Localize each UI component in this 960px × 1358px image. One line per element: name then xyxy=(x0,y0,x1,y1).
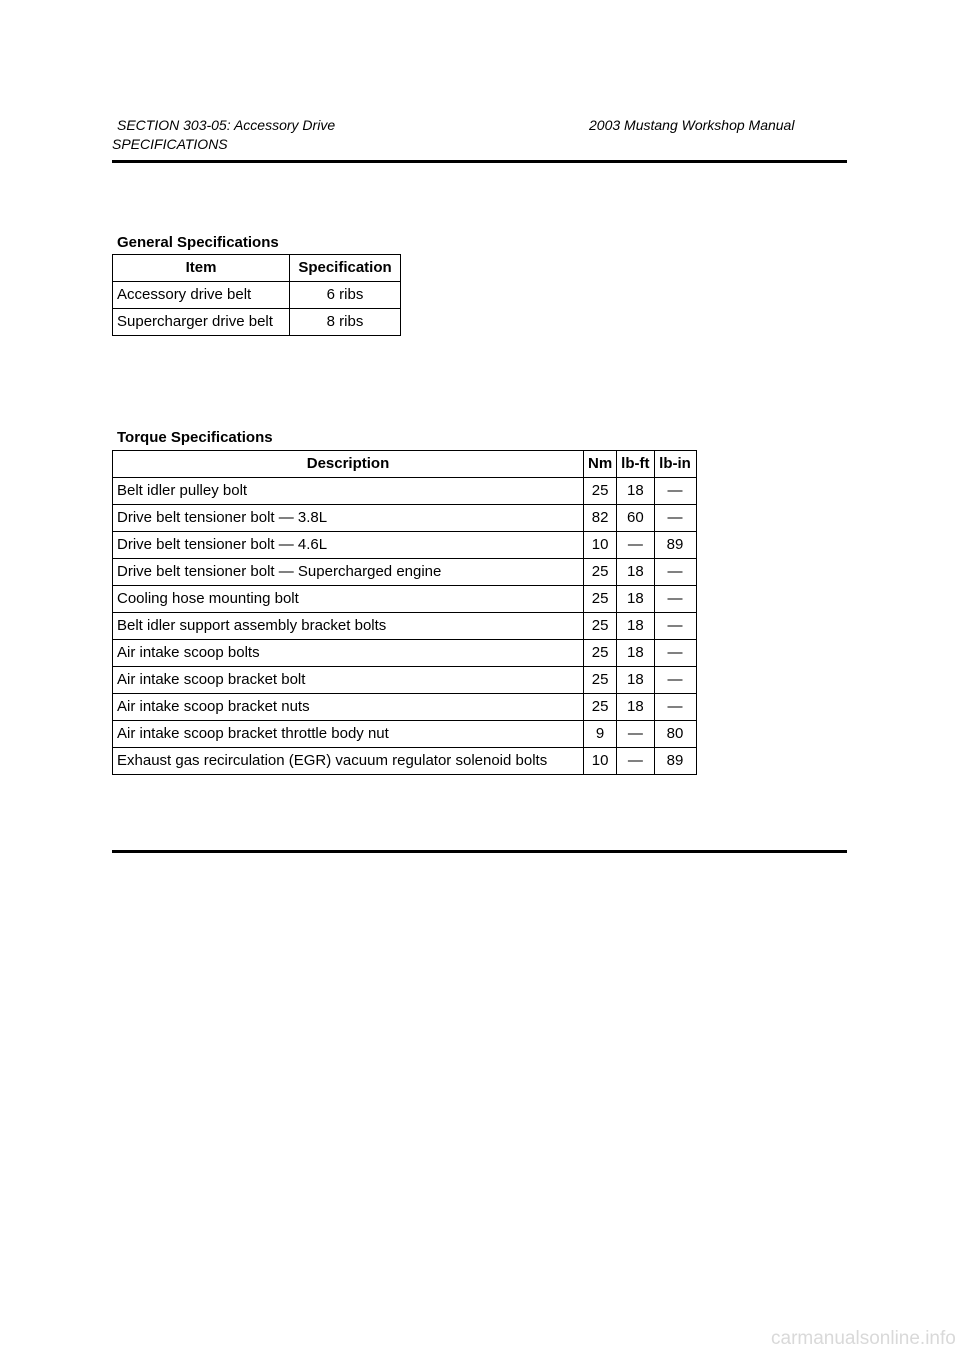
cell-lb-in: 89 xyxy=(654,532,696,559)
cell-nm: 25 xyxy=(584,640,617,667)
cell-description: Drive belt tensioner bolt — 4.6L xyxy=(113,532,584,559)
table-row xyxy=(113,309,401,336)
table-row xyxy=(113,694,697,721)
cell-lb-ft: — xyxy=(617,532,654,559)
cell-lb-ft: 18 xyxy=(617,694,654,721)
cell-description: Belt idler support assembly bracket bolts xyxy=(113,613,584,640)
table-row xyxy=(113,282,401,309)
cell-lb-ft: 60 xyxy=(617,505,654,532)
cell-nm: 25 xyxy=(584,694,617,721)
cell-lb-in: — xyxy=(654,640,696,667)
cell-description: Air intake scoop bracket nuts xyxy=(113,694,584,721)
cell-description: Air intake scoop bracket bolt xyxy=(113,667,584,694)
cell-lb-ft: — xyxy=(617,721,654,748)
table-row xyxy=(113,532,697,559)
column-header-nm: Nm xyxy=(584,451,617,478)
table-cell: Accessory drive belt xyxy=(113,282,290,309)
torque-specs-table xyxy=(112,450,697,775)
footer-rule xyxy=(112,850,847,853)
cell-nm: 9 xyxy=(584,721,617,748)
table-row xyxy=(113,586,697,613)
cell-nm: 25 xyxy=(584,613,617,640)
section-title: SECTION 303-05: Accessory Drive xyxy=(117,117,336,133)
torque-specs-title: Torque Specifications xyxy=(117,429,273,446)
general-specs-title: General Specifications xyxy=(117,234,279,251)
cell-lb-in: — xyxy=(654,586,696,613)
cell-lb-ft: 18 xyxy=(617,667,654,694)
cell-lb-ft: 18 xyxy=(617,640,654,667)
subsection-title: SPECIFICATIONS xyxy=(112,136,228,152)
cell-description: Drive belt tensioner bolt — 3.8L xyxy=(113,505,584,532)
table-cell: 8 ribs xyxy=(290,309,401,336)
cell-description: Drive belt tensioner bolt — Supercharged engine xyxy=(113,559,584,586)
table-row xyxy=(113,478,697,505)
header-rule xyxy=(112,160,847,163)
table-cell: Supercharger drive belt xyxy=(113,309,290,336)
cell-lb-ft: 18 xyxy=(617,613,654,640)
cell-nm: 25 xyxy=(584,478,617,505)
cell-nm: 25 xyxy=(584,667,617,694)
cell-lb-ft: 18 xyxy=(617,478,654,505)
cell-lb-in: — xyxy=(654,667,696,694)
cell-description: Cooling hose mounting bolt xyxy=(113,586,584,613)
cell-lb-in: — xyxy=(654,505,696,532)
column-header-item: Item xyxy=(113,255,290,282)
column-header-specification: Specification xyxy=(290,255,401,282)
cell-nm: 82 xyxy=(584,505,617,532)
cell-lb-ft: 18 xyxy=(617,586,654,613)
table-row xyxy=(113,721,697,748)
cell-lb-in: 89 xyxy=(654,748,696,775)
column-header-description: Description xyxy=(113,451,584,478)
table-cell: 6 ribs xyxy=(290,282,401,309)
table-row xyxy=(113,640,697,667)
cell-lb-ft: 18 xyxy=(617,559,654,586)
cell-description: Belt idler pulley bolt xyxy=(113,478,584,505)
cell-lb-ft: — xyxy=(617,748,654,775)
table-row xyxy=(113,667,697,694)
cell-nm: 10 xyxy=(584,532,617,559)
cell-description: Exhaust gas recirculation (EGR) vacuum regulator solenoid bolts xyxy=(113,748,584,775)
column-header-lb-in: lb-in xyxy=(654,451,696,478)
table-row xyxy=(113,505,697,532)
cell-lb-in: — xyxy=(654,478,696,505)
cell-lb-in: 80 xyxy=(654,721,696,748)
cell-lb-in: — xyxy=(654,613,696,640)
table-row xyxy=(113,559,697,586)
cell-description: Air intake scoop bracket throttle body nut xyxy=(113,721,584,748)
table-row xyxy=(113,748,697,775)
cell-nm: 10 xyxy=(584,748,617,775)
cell-nm: 25 xyxy=(584,559,617,586)
cell-lb-in: — xyxy=(654,559,696,586)
watermark: carmanualsonline.info xyxy=(771,1328,956,1349)
manual-title: 2003 Mustang Workshop Manual xyxy=(589,117,795,133)
column-header-lb-ft: lb-ft xyxy=(617,451,654,478)
cell-nm: 25 xyxy=(584,586,617,613)
general-specs-table xyxy=(112,254,401,336)
cell-lb-in: — xyxy=(654,694,696,721)
cell-description: Air intake scoop bolts xyxy=(113,640,584,667)
table-row xyxy=(113,613,697,640)
